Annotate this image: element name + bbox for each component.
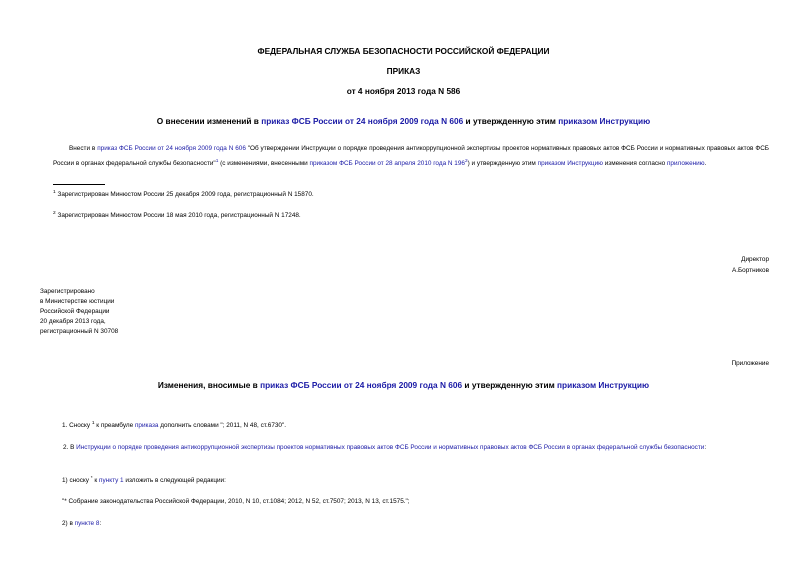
registration-line: регистрационный N 30708: [40, 328, 119, 335]
intro-link-order-196[interactable]: приказом ФСБ России от 28 апреля 2010 года N 196: [309, 159, 465, 167]
item-mark: *: [90, 476, 93, 481]
item-text: 1) сноску: [62, 477, 91, 485]
appendix-title: [0, 380, 807, 390]
registration-line: Российской Федерации: [40, 308, 110, 315]
signature-position: Директор: [741, 256, 769, 263]
item-text: к: [92, 477, 100, 485]
footnote-divider: [53, 184, 105, 185]
intro-text: Внести в: [69, 145, 98, 152]
item-mark: "*: [62, 498, 67, 505]
item-text: изложить в следующей редакции:: [123, 477, 226, 485]
item-mark: 1: [91, 421, 95, 426]
footnote-2: [53, 211, 301, 219]
title-text: О внесении изменений в: [156, 116, 262, 126]
item-1: [62, 421, 286, 429]
registration-line: Зарегистрировано: [40, 288, 95, 295]
footnote-text: Зарегистрирован Минюстом России 25 декабря 2009 года, регистрационный N 15870.: [57, 191, 314, 199]
appendix-link-instruction[interactable]: приказом Инструкцию: [557, 380, 650, 390]
item-4: [53, 498, 410, 505]
intro-text: .: [704, 159, 707, 167]
appendix-title-text: и утвержденную этим: [462, 380, 558, 390]
item-text: :: [704, 444, 707, 451]
appendix-label: Приложение: [731, 360, 769, 367]
item-5: [62, 520, 101, 527]
intro-link-appendix[interactable]: приложению: [666, 159, 705, 167]
footnote-mark: 2: [53, 211, 56, 216]
item-5-link-point-8[interactable]: пункте 8: [74, 520, 100, 527]
footnote-ref-1[interactable]: 1: [215, 158, 219, 164]
item-1-link-order[interactable]: приказа: [134, 422, 159, 430]
title-link-order-606[interactable]: приказ ФСБ России от 24 ноября 2009 года N 606: [261, 116, 464, 126]
footnote-1: [53, 190, 314, 198]
doc-type-heading: ПРИКАЗ: [386, 66, 421, 76]
item-2-link-instruction[interactable]: Инструкции о порядке проведения антикоррупционной экспертизы проектов нормативных правовых актов ФСБ России и нормативных правовых актов ФСБ России в органах федеральной службы безопасности: [76, 444, 705, 451]
registration-line: в Министерстве юстиции: [40, 298, 115, 305]
footnote-text: Зарегистрирован Минюстом России 18 мая 2010 года, регистрационный N 17248.: [57, 212, 301, 220]
item-3-link-point-1[interactable]: пункту 1: [99, 477, 124, 485]
date-number-heading: от 4 ноября 2013 года N 586: [346, 86, 461, 96]
appendix-title-text: Изменения, вносимые в: [157, 380, 261, 390]
intro-text: "Об утверждении Инструкции о порядке проведения антикоррупционной экспертизы проектов нормативных правовых актов ФСБ России и нормативных правовых актов ФСБ России в органах федеральной службы безопасности": [53, 145, 770, 167]
document-title: [0, 116, 807, 126]
registration-line: 20 декабря 2013 года,: [40, 318, 106, 325]
appendix-link-order-606[interactable]: приказ ФСБ России от 24 ноября 2009 года N 606: [260, 380, 463, 390]
intro-text: (с изменениями, внесенными: [218, 159, 310, 167]
footnote-mark: 1: [53, 190, 56, 195]
item-text: :: [99, 520, 102, 527]
footnote-ref-2[interactable]: 2: [464, 158, 468, 164]
intro-text: ) и утвержденную этим: [467, 159, 538, 167]
intro-text: изменения согласно: [602, 159, 667, 167]
item-text: 2) в: [62, 520, 75, 527]
item-3: [62, 476, 226, 484]
item-text: 1. Сноску: [62, 422, 92, 430]
title-link-instruction[interactable]: приказом Инструкцию: [558, 116, 651, 126]
agency-heading: ФЕДЕРАЛЬНАЯ СЛУЖБА БЕЗОПАСНОСТИ РОССИЙСКОЙ ФЕДЕРАЦИИ: [257, 46, 550, 56]
intro-paragraph: [53, 143, 769, 170]
item-text: Собрание законодательства Российской Федерации, 2010, N 10, ст.1084; 2012, N 52, ст.7507; 2013, N 13, ст.1575.";: [66, 498, 410, 505]
item-text: к преамбуле: [94, 422, 135, 430]
signature-name: А.Бортников: [731, 267, 769, 274]
title-text: и утвержденную этим: [463, 116, 559, 126]
item-text: 2. В: [63, 444, 77, 451]
item-text: дополнить словами "; 2011, N 48, ст.6730".: [158, 422, 287, 430]
item-2: [53, 443, 769, 453]
intro-link-order-606[interactable]: приказ ФСБ России от 24 ноября 2009 года N 606: [97, 145, 246, 152]
intro-link-instruction[interactable]: приказом Инструкцию: [537, 159, 603, 167]
